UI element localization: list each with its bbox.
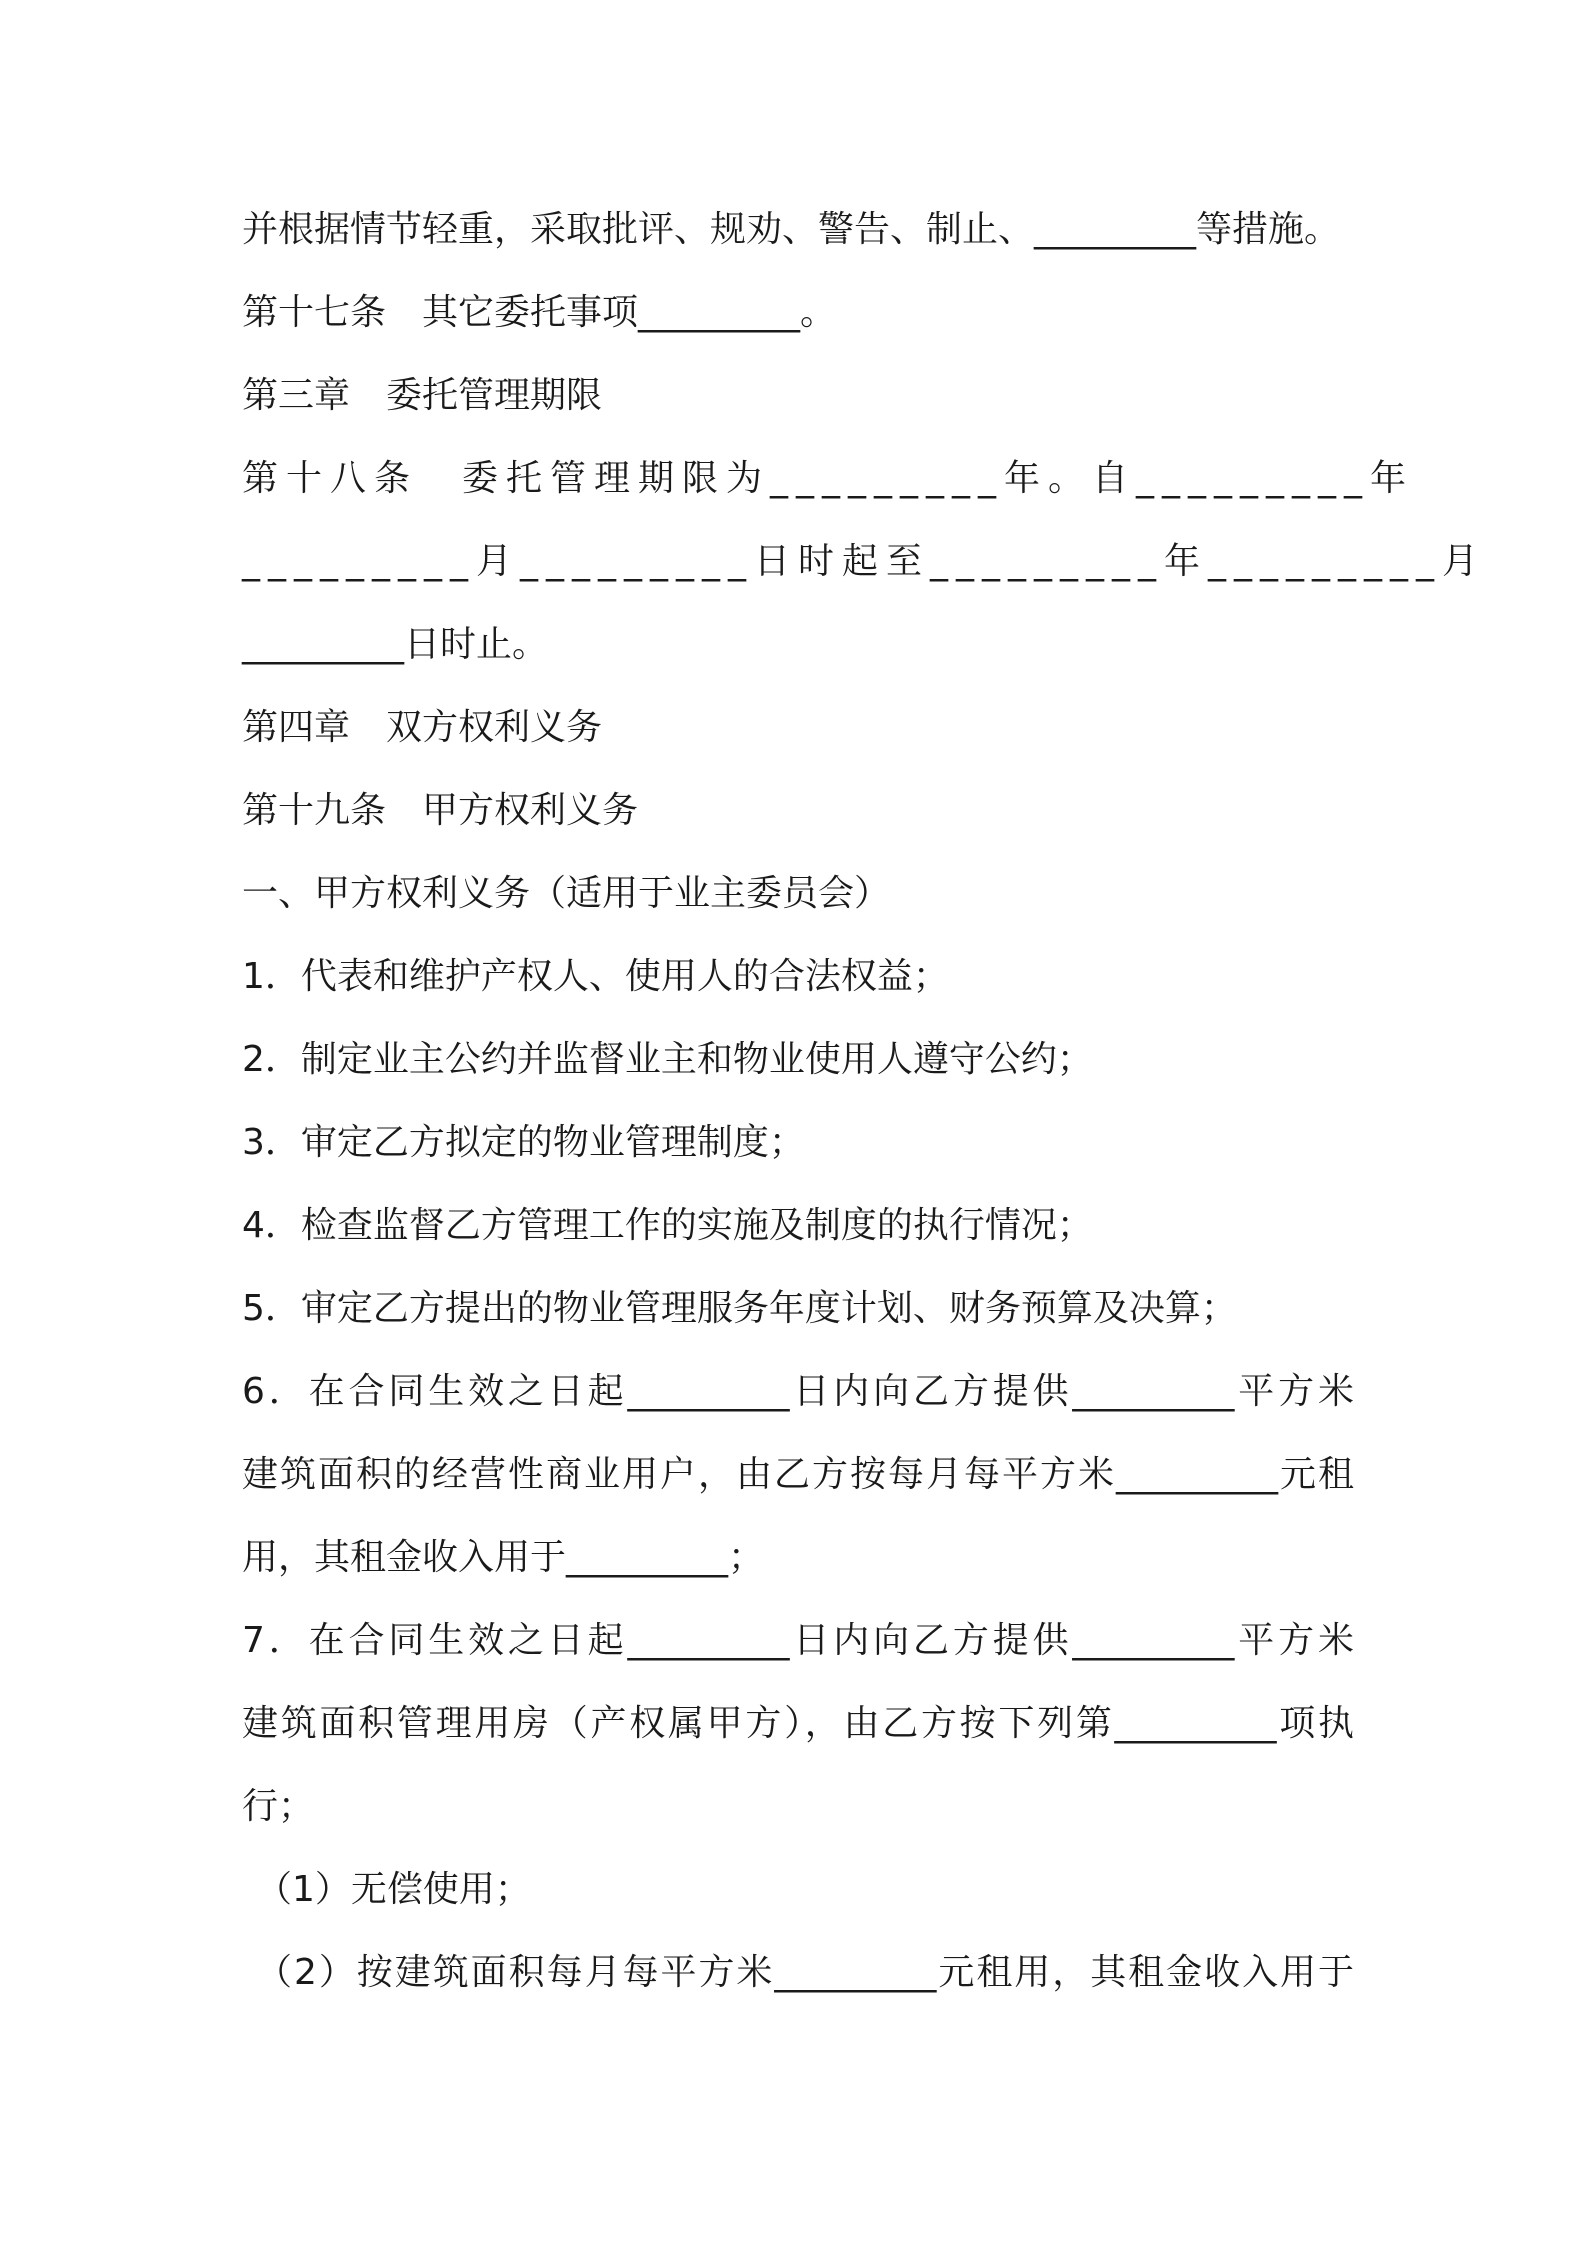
article-18: 第十八条 委托管理期限为_________年。自_________年 bbox=[242, 458, 1415, 499]
article-19: 第十九条 甲方权利义务 bbox=[242, 790, 639, 831]
text-line: _________月_________日时起至_________年_________月 bbox=[242, 541, 1486, 582]
section-heading: 一、甲方权利义务（适用于业主委员会） bbox=[242, 873, 891, 914]
text-line: 行； bbox=[242, 1786, 315, 1827]
list-item: 1．代表和维护产权人、使用人的合法权益； bbox=[242, 956, 949, 997]
chapter-3-heading: 第三章 委托管理期限 bbox=[242, 375, 603, 416]
list-item: 5．审定乙方提出的物业管理服务年度计划、财务预算及决算； bbox=[242, 1288, 1237, 1329]
article-17: 第十七条 其它委托事项_________。 bbox=[242, 292, 837, 333]
text-line: 建筑面积管理用房（产权属甲方），由乙方按下列第_________项执 bbox=[242, 1703, 1354, 1744]
text-line: 并根据情节轻重，采取批评、规劝、警告、制止、_________等措施。 bbox=[242, 209, 1341, 250]
sub-list-item: （2）按建筑面积每月每平方米_________元租用，其租金收入用于 bbox=[256, 1952, 1354, 1993]
text-line: 建筑面积的经营性商业用户，由乙方按每月每平方米_________元租 bbox=[242, 1454, 1354, 1495]
list-item: 2．制定业主公约并监督业主和物业使用人遵守公约； bbox=[242, 1039, 1093, 1080]
text-line: _________日时止。 bbox=[242, 624, 549, 665]
list-item: 7．在合同生效之日起_________日内向乙方提供_________平方米 bbox=[242, 1620, 1354, 1661]
text-line: 用，其租金收入用于_________； bbox=[242, 1537, 765, 1578]
sub-list-item: （1）无偿使用； bbox=[256, 1869, 531, 1910]
document-body bbox=[242, 198, 1486, 2024]
list-item: 4．检查监督乙方管理工作的实施及制度的执行情况； bbox=[242, 1205, 1093, 1246]
list-item: 6．在合同生效之日起_________日内向乙方提供_________平方米 bbox=[242, 1371, 1354, 1412]
chapter-4-heading: 第四章 双方权利义务 bbox=[242, 707, 603, 748]
list-item: 3．审定乙方拟定的物业管理制度； bbox=[242, 1122, 805, 1163]
